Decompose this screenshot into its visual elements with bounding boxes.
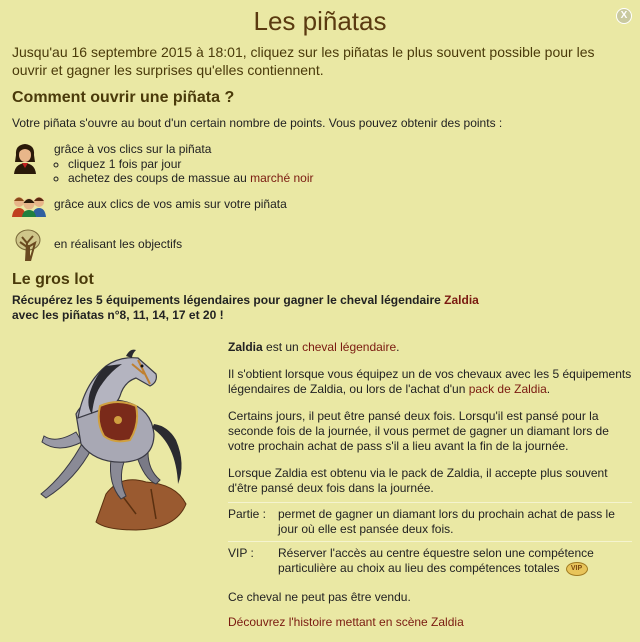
buy-hammer-text: achetez des coups de massue au	[68, 171, 247, 185]
jackpot-heading: Le gros lot	[12, 271, 94, 288]
vip-badge-icon: VIP	[566, 562, 588, 576]
not-sold-text: Ce cheval ne peut pas être vendu.	[228, 590, 411, 604]
horse-description	[228, 340, 632, 642]
horse-groom-text: Certains jours, il peut être pansé deux fois. Lorsqu'il est pansé pour la seconde fois de la journée, il vous permet de gagner un diamant lors de votre prochain achat de pass s'il a lieu avant la fin de la journée.	[228, 409, 609, 453]
zaldia-link[interactable]: Zaldia	[444, 293, 479, 307]
how-description: Votre piñata s'ouvre au bout d'un certain nombre de points. Vous pouvez obtenir des points :	[12, 116, 503, 130]
horse-name: Zaldia	[228, 340, 263, 354]
horse-intro: Zaldia est un cheval légendaire.	[228, 340, 400, 354]
method-friends-clicks	[12, 197, 640, 221]
player-avatar-icon	[12, 142, 38, 179]
horse-pack-text: Lorsque Zaldia est obtenu via le pack de Zaldia, il accepte plus souvent d'être pansé deux fois dans la journée.	[228, 466, 608, 495]
method-objectives	[12, 235, 640, 265]
black-market-link[interactable]: marché noir	[250, 171, 314, 185]
tree-icon	[14, 229, 42, 266]
bonus-row-vip	[228, 541, 632, 580]
list-item: ◦ cliquez 1 fois par jour	[68, 157, 640, 171]
self-clicks-text: grâce à vos clics sur la piñata	[54, 142, 212, 156]
bonus-label: Partie :	[228, 507, 267, 521]
objectives-text: en réalisant les objectifs	[54, 237, 183, 251]
story-link[interactable]: Découvrez l'histoire mettant en scène Zaldia	[228, 615, 464, 629]
story-link-row	[228, 615, 632, 630]
intro-text: Jusqu'au 16 septembre 2015 à 18:01, cliquez sur les piñatas le plus souvent possible pour les ouvrir et gagner les surprises qu'elles contiennent.	[12, 44, 595, 78]
page-title: Les piñatas	[253, 6, 387, 36]
friends-avatar-icon	[12, 193, 46, 222]
list-item	[68, 171, 640, 185]
jackpot-subtitle: Récupérez les 5 équipements légendaires pour gagner le cheval légendaire Zaldia avec les piñatas n°8, 11, 14, 17 et 20 !	[12, 293, 479, 322]
zaldia-pack-link[interactable]: pack de Zaldia	[468, 382, 547, 396]
bonus-label: VIP :	[228, 546, 254, 560]
how-heading: Comment ouvrir une piñata ?	[12, 89, 235, 106]
method-self-clicks	[12, 142, 640, 185]
self-clicks-list	[54, 157, 640, 185]
horse-obtain-text: Il s'obtient lorsque vous équipez un de vos chevaux avec les 5 équipements légendaires de Zaldia, ou lors de l'achat d'un pack de Zaldia.	[228, 367, 632, 396]
friends-clicks-text: grâce aux clics de vos amis sur votre piñata	[54, 197, 287, 211]
legendary-horse-image	[26, 344, 196, 539]
bonus-row-partie	[228, 502, 632, 541]
close-button[interactable]: X	[616, 8, 632, 24]
bonus-text: Réserver l'accès au centre équestre selon une compétence particulière au choix au lieu des compétences totales VIP	[278, 546, 594, 575]
legendary-horse-link[interactable]: cheval légendaire	[302, 340, 397, 354]
bonus-text: permet de gagner un diamant lors du prochain achat de pass le jour où elle est pansée deux fois.	[278, 507, 615, 536]
